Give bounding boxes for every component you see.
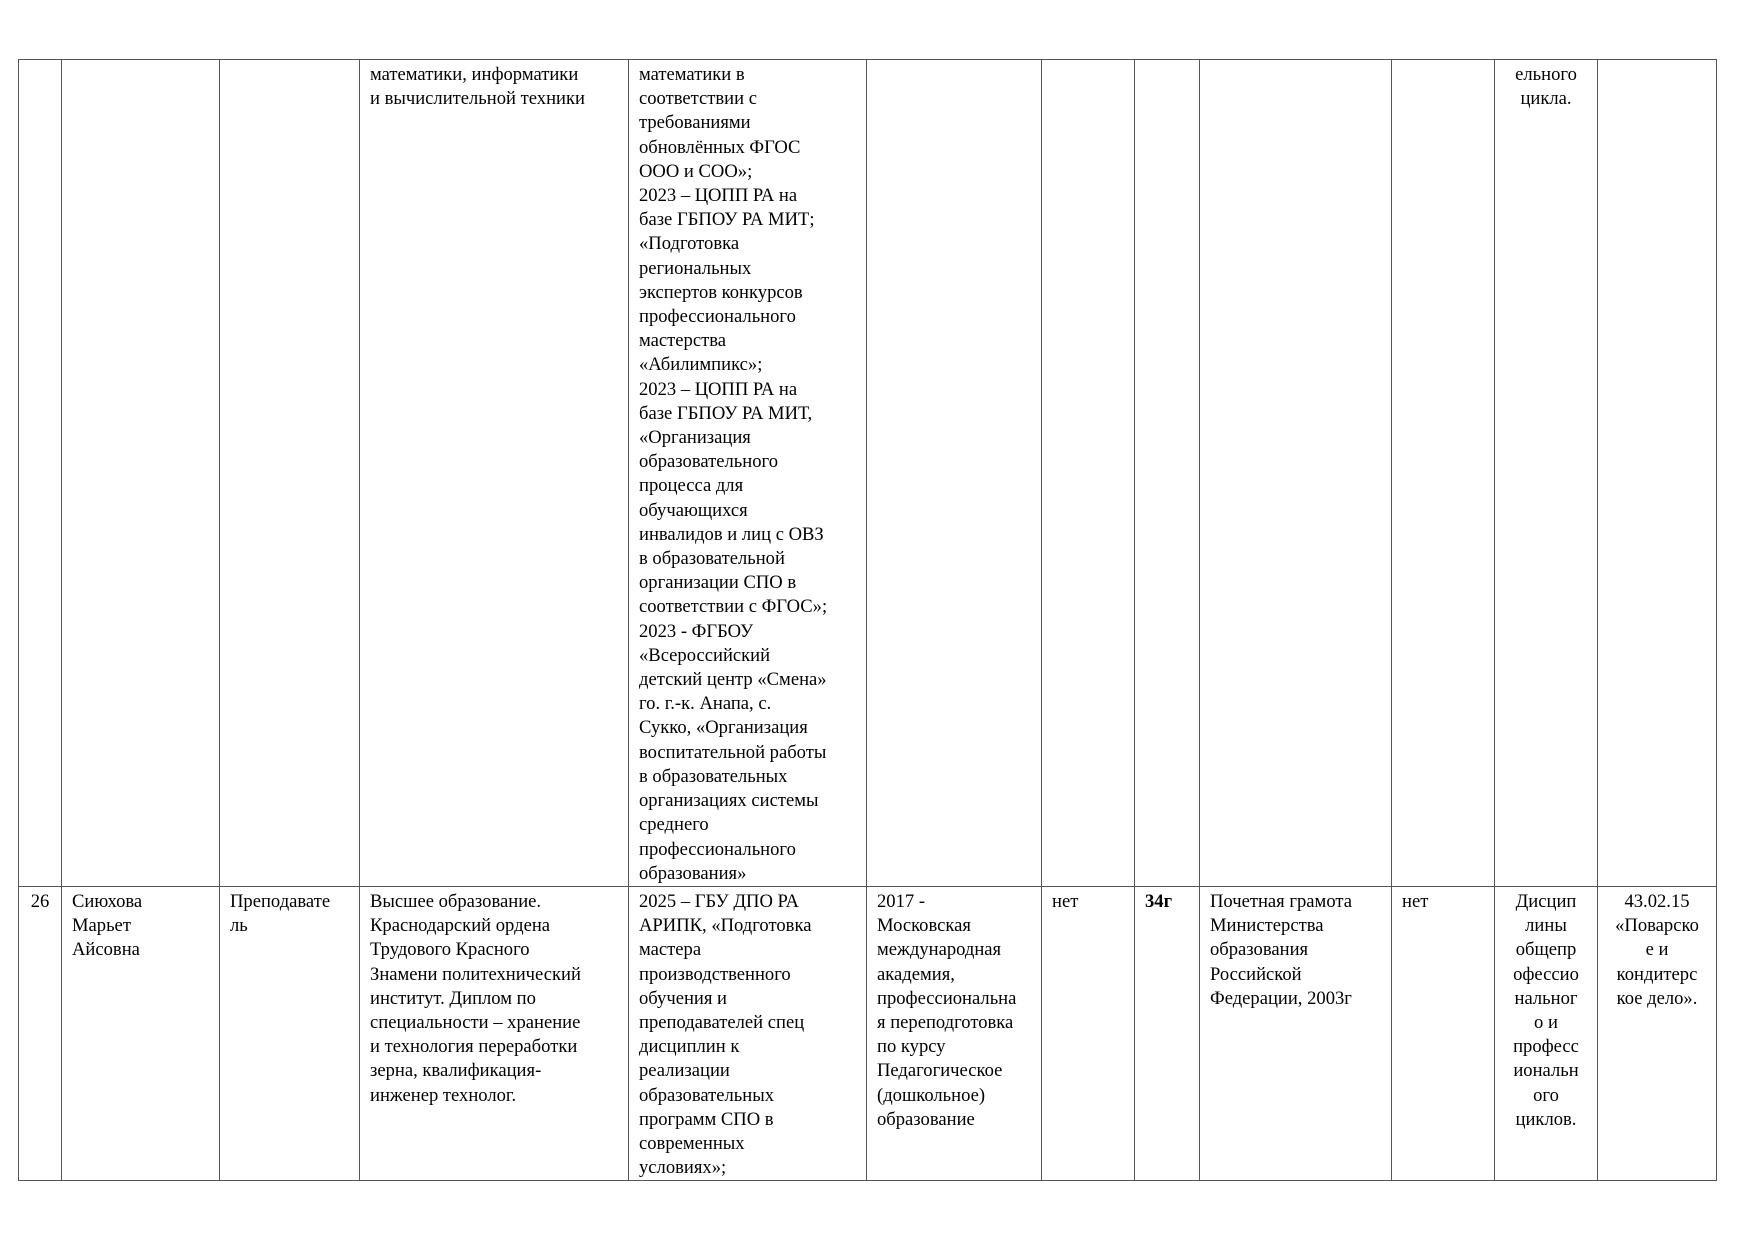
cell-title: нет [1392,886,1495,1180]
cell-experience: 34г [1135,886,1200,1180]
cell-no: 26 [19,886,62,1180]
staff-table [18,59,1717,1181]
cell-program [1598,60,1717,887]
cell-education: Высшее образование. Краснодарский ордена Трудового Красного Знамени политехнический институт. Диплом по специальности – хранение и технология переработки зерна, квалификация- инженер технолог. [360,886,629,1180]
cell-program: 43.02.15 «Поварско е и кондитерс кое дело». [1598,886,1717,1180]
cell-qualification-upgrade: математики в соответствии с требованиями обновлённых ФГОС ООО и СОО»; 2023 – ЦОПП РА на базе ГБПОУ РА МИТ; «Подготовка региональных экспертов конкурсов профессионального мастерства «Абилимпикс»; 2023 – ЦОПП РА на базе ГБПОУ РА МИТ, «Организация образовательного процесса для обучающихся инвалидов и лиц с ОВЗ в образовательной организации СПО в соответствии с ФГОС»; 2023 - ФГБОУ «Всероссийский детский центр «Смена» го. г.-к. Анапа, с. Сукко, «Организация воспитательной работы в образовательных организациях системы среднего профессионального образования» [629,60,867,887]
cell-retraining: 2017 - Московская международная академия, профессиональна я переподготовка по курсу Педагогическое (дошкольное) образование [867,886,1042,1180]
cell-disciplines: Дисцип лины общепр офессио нальног о и професс иональн ого циклов. [1495,886,1598,1180]
cell-awards [1200,60,1392,887]
table-row [19,60,1717,887]
cell-education: математики, информатики и вычислительной техники [360,60,629,887]
cell-awards: Почетная грамота Министерства образования Российской Федерации, 2003г [1200,886,1392,1180]
cell-degree: нет [1042,886,1135,1180]
cell-name [62,60,220,887]
cell-retraining [867,60,1042,887]
cell-qualification-upgrade: 2025 – ГБУ ДПО РА АРИПК, «Подготовка мастера производственного обучения и преподавателей спец дисциплин к реализации образовательных программ СПО в современных условиях»; [629,886,867,1180]
cell-position: Преподавате ль [220,886,360,1180]
cell-degree [1042,60,1135,887]
cell-disciplines: ельного цикла. [1495,60,1598,887]
cell-name: Сиюхова Марьет Айсовна [62,886,220,1180]
cell-experience [1135,60,1200,887]
table-row [19,886,1717,1180]
cell-no [19,60,62,887]
cell-title [1392,60,1495,887]
cell-position [220,60,360,887]
